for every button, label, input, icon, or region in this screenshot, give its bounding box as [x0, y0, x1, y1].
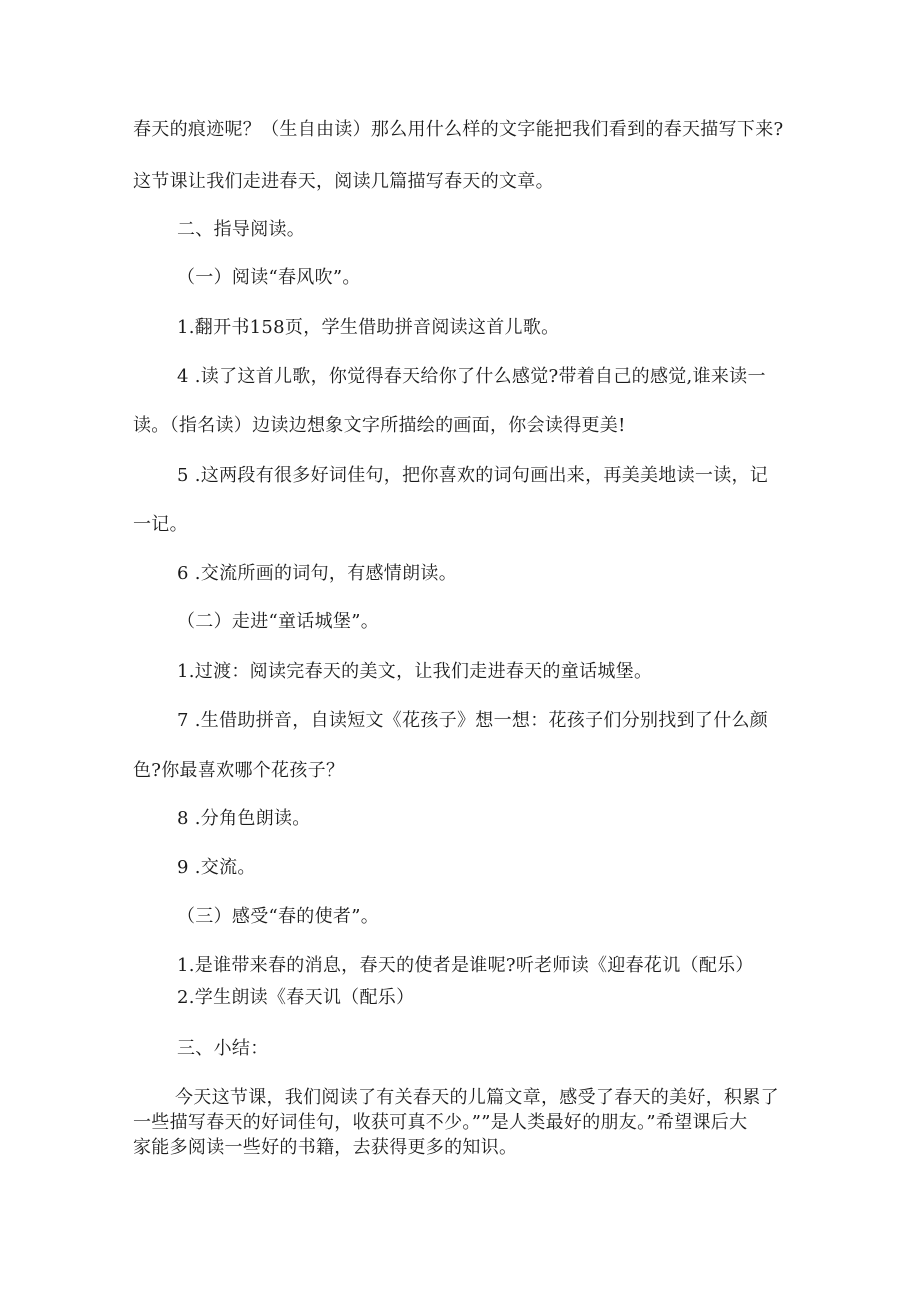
- list-item: 1.是谁带来春的消息，春天的使者是谁呢?听老师读《迎春花讥（配乐）: [177, 955, 754, 976]
- paragraph-line: 家能多阅读一些好的书籍，去获得更多的知识。: [133, 1137, 518, 1158]
- paragraph-line: 一记。: [133, 514, 188, 535]
- list-item: 1.翻开书158页，学生借助拼音阅读这首儿歌。: [177, 317, 560, 338]
- subsection-heading: （一）阅读“春风吹”。: [177, 267, 361, 288]
- paragraph-line: 春天的痕迹呢？（生自由读）那么用什么样的文字能把我们看到的春天描写下来?: [133, 119, 784, 140]
- section-heading: 二、指导阅读。: [177, 219, 306, 240]
- paragraph-line: 这节课让我们走进春天，阅读几篇描写春天的文章。: [133, 171, 554, 192]
- list-item: 8 .分角色朗读。: [177, 808, 311, 829]
- list-item: 2.学生朗读《春天讥（配乐）: [177, 987, 415, 1008]
- list-item: 4 .读了这首儿歌，你觉得春天给你了什么感觉?带着自己的感觉,谁来读一: [177, 366, 766, 387]
- list-item: 6 .交流所画的词句，有感情朗读。: [177, 563, 457, 584]
- section-heading: 三、小结：: [177, 1038, 269, 1059]
- subsection-heading: （三）感受“春的使者”。: [177, 906, 380, 927]
- paragraph-line: 色?你最喜欢哪个花孩子？: [133, 760, 345, 781]
- list-item: 5 .这两段有很多好词佳句，把你喜欢的词句画出来，再美美地读一读，记: [177, 465, 769, 486]
- paragraph-line: 今天这节课，我们阅读了有关春天的儿篇文章，感受了春天的美好，积累了: [175, 1087, 779, 1108]
- list-item: 9 .交流。: [177, 857, 256, 878]
- paragraph-line: 一些描写春天的好词佳句，收获可真不少。””是人类最好的朋友。”希望课后大: [133, 1112, 748, 1133]
- list-item: 7 .生借助拼音，自读短文《花孩子》想一想：花孩子们分别找到了什么颜: [177, 710, 769, 731]
- subsection-heading: （二）走进“童话城堡”。: [177, 611, 380, 632]
- list-item: 1.过渡：阅读完春天的美文，让我们走进春天的童话城堡。: [177, 661, 653, 682]
- paragraph-line: 读。（指名读）边读边想象文字所描绘的画面，你会读得更美!: [133, 415, 626, 436]
